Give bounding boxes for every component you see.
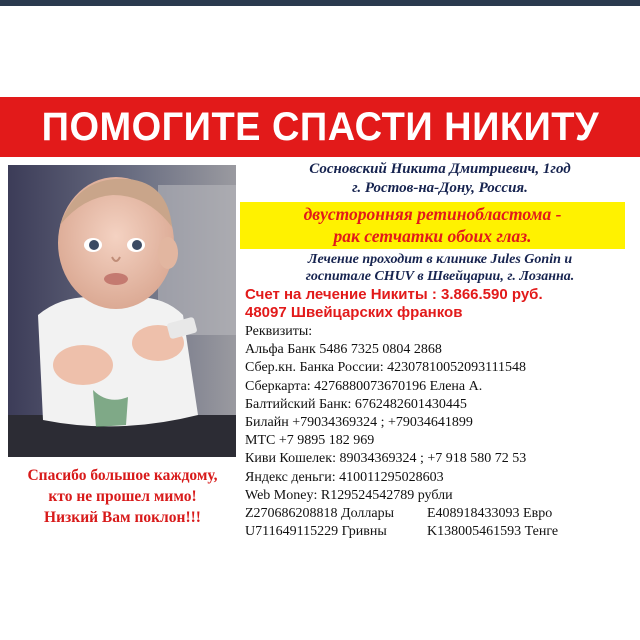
details-line: МТС +7 9895 182 969 xyxy=(245,433,375,449)
cost-francs: 48097 Швейцарских франков xyxy=(245,304,463,321)
headline-title: ПОМОГИТЕ СПАСТИ НИКИТУ xyxy=(41,104,599,149)
details-pair xyxy=(245,523,635,541)
details-pair xyxy=(245,505,635,523)
details-line: Билайн +79034369324 ; +79034641899 xyxy=(245,415,473,431)
details-line: Балтийский Банк: 6762482601430445 xyxy=(245,396,467,412)
wallet-usd: Z270686208818 Доллары xyxy=(245,506,395,522)
wallet-eur: E408918433093 Евро xyxy=(427,506,553,522)
diagnosis-line: двусторонняя ретинобластома - xyxy=(303,204,562,224)
diagnosis-highlight xyxy=(240,202,625,249)
details-line: Web Money: R129524542789 рубли xyxy=(245,487,453,503)
clinic-info xyxy=(245,251,635,285)
thanks-message xyxy=(0,465,245,528)
person-info xyxy=(245,160,635,198)
child-photo-illustration xyxy=(8,165,236,457)
treatment-cost xyxy=(245,286,635,322)
person-location: г. Ростов-на-Дону, Россия. xyxy=(352,180,528,196)
person-name: Сосновский Никита Дмитриевич, 1год xyxy=(309,161,571,177)
details-line: Яндекс деньги: 410011295028603 xyxy=(245,469,444,485)
info-column xyxy=(245,160,635,541)
wallet-kzt: K138005461593 Тенге xyxy=(427,524,559,540)
clinic-line: госпитале CHUV в Швейцарии, г. Лозанна. xyxy=(305,269,575,284)
details-line: Сберкарта: 4276880073670196 Елена А. xyxy=(245,378,483,394)
diagnosis-line: рак сетчатки обоих глаз. xyxy=(333,226,532,246)
details-line: Киви Кошелек: 89034369324 ; +7 918 580 72 53 xyxy=(245,451,527,467)
headline-banner xyxy=(0,97,640,157)
top-strip xyxy=(0,0,640,6)
wallet-uah: U711649115229 Гривны xyxy=(245,524,387,540)
details-line: Альфа Банк 5486 7325 0804 2868 xyxy=(245,342,442,358)
thanks-line: Низкий Вам поклон!!! xyxy=(44,509,201,526)
cost-rubles: Счет на лечение Никиты : 3.866.590 руб. xyxy=(245,286,543,303)
payment-details xyxy=(245,323,635,541)
child-photo xyxy=(8,165,236,457)
details-line: Сбер.кн. Банка России: 42307810052093111548 xyxy=(245,360,527,376)
clinic-line: Лечение проходит в клинике Jules Gonin и xyxy=(307,252,573,267)
thanks-line: Спасибо большое каждому, xyxy=(27,467,218,484)
details-heading: Реквизиты: xyxy=(245,324,313,339)
thanks-line: кто не прошел мимо! xyxy=(48,488,197,505)
